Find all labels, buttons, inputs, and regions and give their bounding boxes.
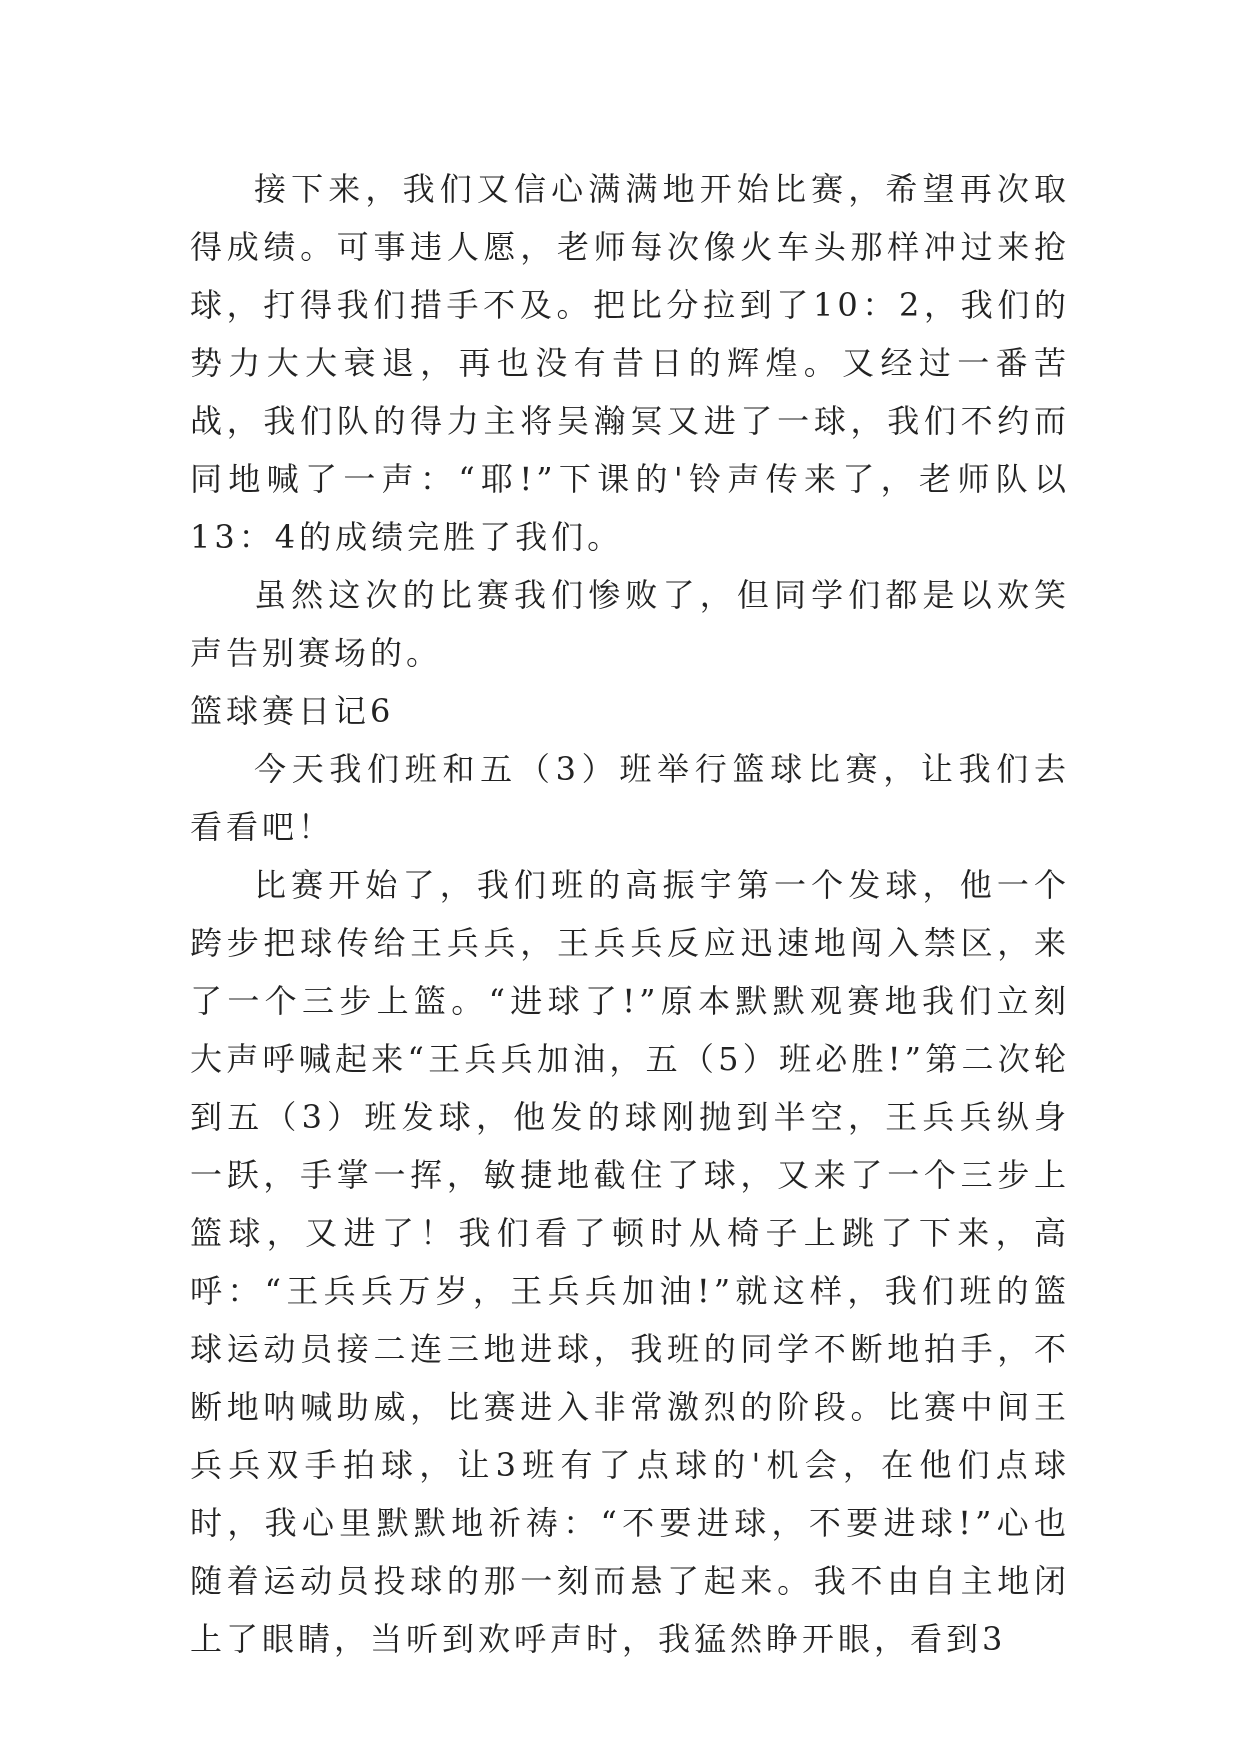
paragraph-match-start: 比赛开始了，我们班的高振宇第一个发球，他一个跨步把球传给王兵兵，王兵兵反应迅速地闯入禁区，来了一个三步上篮。“进球了!”原本默默观赛地我们立刻大声呼喊起来“王兵兵加油，五（5）班必胜!”第二次轮到五（3）班发球，他发的球刚抛到半空，王兵兵纵身一跃，手掌一挥，敏捷地截住了球，又来了一个三步上篮球，又进了！我们看了顿时从椅子上跳了下来，高呼：“王兵兵万岁，王兵兵加油!”就这样，我们班的篮球运动员接二连三地进球，我班的同学不断地拍手，不断地呐喊助威，比赛进入非常激烈的阶段。比赛中间王兵兵双手拍球，让3班有了点球的'机会，在他们点球时，我心里默默地祈祷：“不要进球，不要进球!”心也随着运动员投球的那一刻而悬了起来。我不由自主地闭上了眼睛，当听到欢呼声时，我猛然睁开眼，看到3	[190, 866, 1070, 1658]
paragraph-intro: 今天我们班和五（3）班举行篮球比赛，让我们去看看吧！	[190, 750, 1070, 846]
paragraph-match-continued: 接下来，我们又信心满满地开始比赛，希望再次取得成绩。可事违人愿，老师每次像火车头那样冲过来抢球，打得我们措手不及。把比分拉到了10：2，我们的势力大大衰退，再也没有昔日的辉煌。又经过一番苦战，我们队的得力主将吴瀚冥又进了一球，我们不约而同地喊了一声：“耶!”下课的'铃声传来了，老师队以13：4的成绩完胜了我们。	[190, 170, 1070, 556]
document-body	[190, 160, 1070, 1668]
paragraph-farewell: 虽然这次的比赛我们惨败了，但同学们都是以欢笑声告别赛场的。	[190, 576, 1070, 672]
section-heading: 篮球赛日记6	[190, 692, 395, 730]
